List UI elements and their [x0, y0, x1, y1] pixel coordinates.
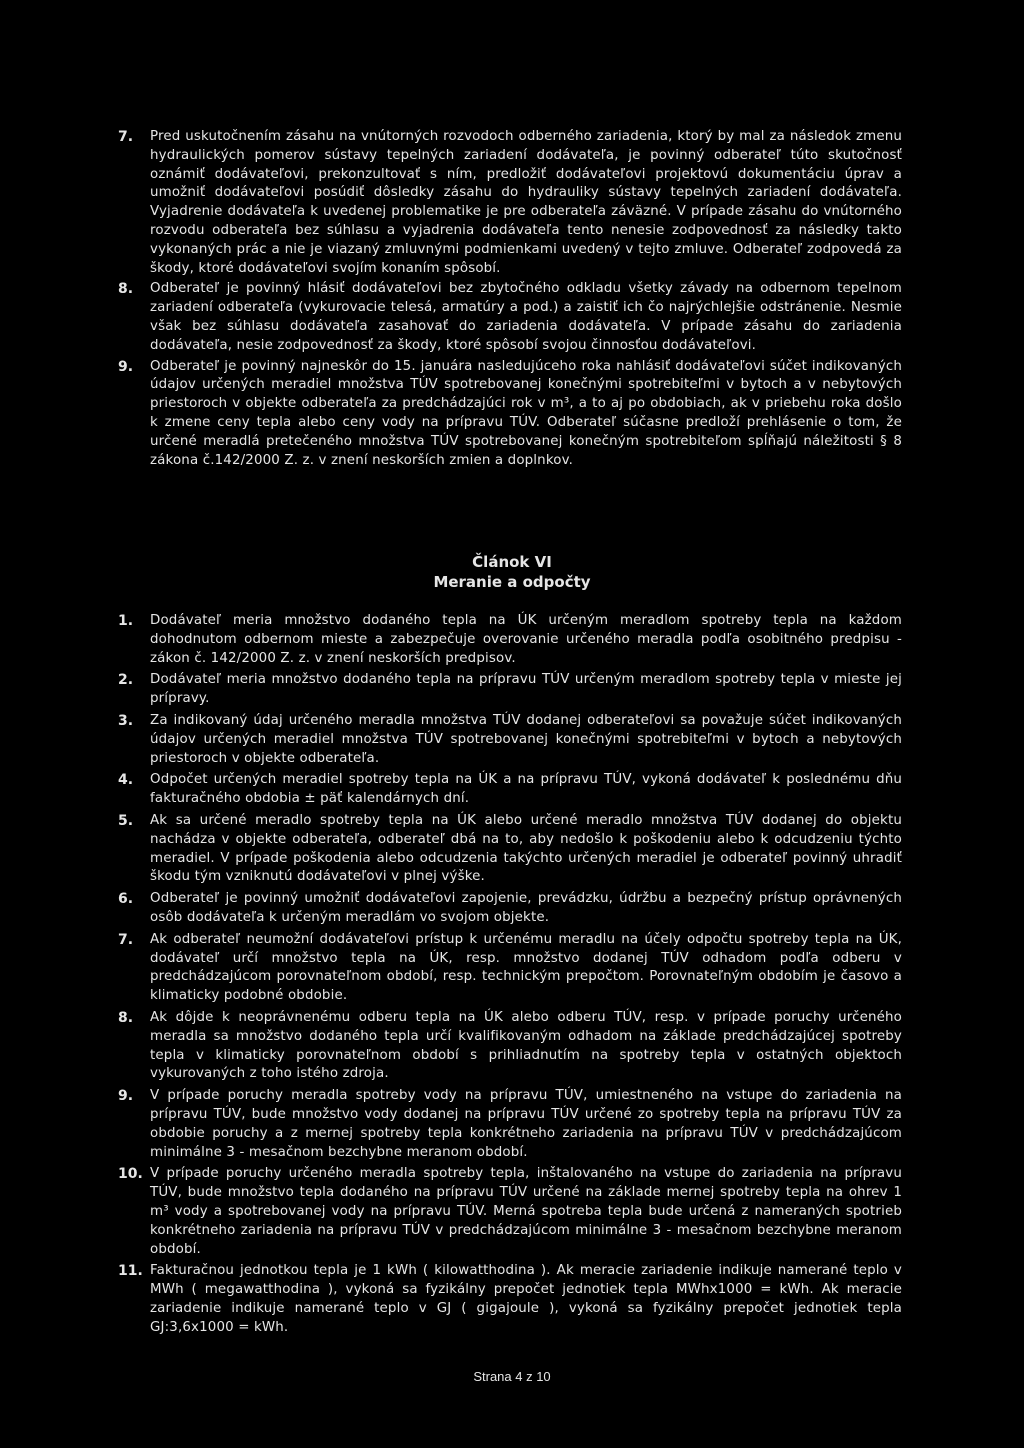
article-subtitle: Meranie a odpočty [433, 573, 591, 591]
item-text: Odberateľ je povinný hlásiť dodávateľovi bez zbytočného odkladu všetky závady na odbernom tepelnom zariadení odberateľa (vykurovacie telesá, armatúry a pod.) a zaistiť ich čo najrýchlejšie odstránenie. Nesmie však bez súhlasu dodávateľa zasahovať do zariadenia dodávateľa. V prípade zásahu do zariadenia dodávateľa, nesie zodpovednosť za škody, ktoré spôsobí svojou činnosťou dodávateľovi. [150, 281, 902, 353]
item-number: 7. [118, 931, 134, 948]
list-item [118, 890, 902, 928]
item-number: 8. [118, 1009, 134, 1026]
item-text: Dodávateľ meria množstvo dodaného tepla na ÚK určeným meradlom spotreby tepla na každom dohodnutom odbernom mieste a zabezpečuje overovanie určeného meradla podľa osobitného predpisu - zákon č. 142/2000 Z. z. v znení neskorších predpisov. [150, 613, 902, 666]
item-number: 9. [118, 1088, 134, 1105]
item-number: 6. [118, 891, 134, 908]
list-item [118, 671, 902, 709]
article-heading [0, 552, 1024, 592]
list-item [118, 280, 902, 355]
item-text: Ak dôjde k neoprávnenému odberu tepla na ÚK alebo odberu TÚV, resp. v prípade poruchy určeného meradla sa množstvo dodaného tepla určí kvalifikovaným odhadom na základe predchádzajúcej spotreby tepla v klimaticky porovnateľnom období s prihliadnutím na spotreby tepla v ostatných objektoch vykurovaných z toho istého zdroja. [150, 1009, 902, 1082]
item-number: 11. [118, 1263, 143, 1280]
list-item [118, 1087, 902, 1162]
list-item [118, 712, 902, 768]
list-item [118, 812, 902, 887]
item-text: Ak odberateľ neumožní dodávateľovi prístup k určenému meradlu na účely odpočtu spotreby tepla na ÚK, dodávateľ určí množstvo tepla na ÚK, resp. množstvo dodanej TÚV odhadom podľa odberu v predchádzajúcom porovnateľnom období, resp. technickým prepočtom. Porovnateľným obdobím je časovo a klimaticky podobné obdobie. [150, 931, 902, 1004]
item-text: V prípade poruchy meradla spotreby vody na prípravu TÚV, umiestneného na vstupe do zariadenia na prípravu TÚV, bude množstvo vody dodanej na prípravu TÚV určené zo spotreby tepla na prípravu TÚV za obdobie poruchy a z mernej spotreby tepla konkrétneho zariadenia na prípravu TÚV v predchádzajúcom minimálne 3 - mesačnom bezchybne meranom období. [150, 1088, 902, 1160]
item-number: 2. [118, 672, 134, 689]
list-item [118, 358, 902, 471]
list-item [118, 1262, 902, 1337]
list-item [118, 612, 902, 668]
item-text: Ak sa určené meradlo spotreby tepla na ÚK alebo určené meradlo množstva TÚV dodanej do objektu nachádza v objekte odberateľa, odberateľ dbá na to, aby nedošlo k poškodeniu alebo k odcudzeniu týchto meradiel. V prípade poškodenia alebo odcudzenia takýchto určených meradiel je odberateľ povinný uhradiť škodu tým vzniknutú dodávateľovi v plnej výške. [150, 812, 902, 885]
article-title: Článok VI [472, 553, 552, 571]
item-number: 8. [118, 281, 134, 298]
item-number: 9. [118, 358, 134, 375]
item-number: 7. [118, 129, 134, 145]
article-v-continuation [118, 128, 902, 472]
item-text: Dodávateľ meria množstvo dodaného tepla na prípravu TÚV určeným meradlom spotreby tepla v mieste jej prípravy. [150, 672, 902, 707]
item-number: 3. [118, 712, 134, 729]
item-text: Za indikovaný údaj určeného meradla množstva TÚV dodanej odberateľovi sa považuje súčet indikovaných údajov určených meradiel množstva TÚV spotrebovanej konečnými spotrebiteľmi v bytoch a nebytových priestoroch v objekte odberateľa. [150, 712, 902, 766]
item-number: 10. [118, 1166, 143, 1183]
list-item [118, 128, 902, 278]
list-item [118, 1165, 902, 1259]
item-number: 4. [118, 772, 134, 789]
list-item [118, 931, 902, 1006]
item-text: Odberateľ je povinný najneskôr do 15. januára nasledujúceho roka nahlásiť dodávateľovi súčet indikovaných údajov určených meradiel množstva TÚV spotrebovanej konečnými spotrebiteľmi v bytoch a v nebytových priestoroch v objekte odberateľa za predchádzajúci rok v m³, a to aj po obdobiach, ak v priebehu roka došlo k zmene ceny tepla alebo ceny vody na prípravu TÚV. Odberateľ súčasne predloží prehlásenie o tom, že určené meradlá pretečeného množstva TÚV spotrebovanej konečným spotrebiteľom spĺňajú náležitosti § 8 zákona č.142/2000 Z. z. v znení neskorších zmien a doplnkov. [150, 358, 902, 468]
list-item [118, 1009, 902, 1084]
list-item [118, 771, 902, 809]
item-text: Odberateľ je povinný umožniť dodávateľovi zapojenie, prevádzku, údržbu a bezpečný prístup oprávnených osôb dodávateľa k určeným meradlám vo svojom objekte. [150, 891, 902, 925]
item-text: Odpočet určených meradiel spotreby tepla na ÚK a na prípravu TÚV, vykoná dodávateľ k poslednému dňu fakturačného obdobia ± päť kalendárnych dní. [150, 772, 902, 807]
item-text: Pred uskutočnením zásahu na vnútorných rozvodoch odberného zariadenia, ktorý by mal za následok zmenu hydraulických pomerov sústavy tepelných zariadení dodávateľa, je povinný odberateľ túto skutočnosť oznámiť dodávateľovi, prekonzultovať s ním, predložiť dodávateľovi projektovú dokumentáciu úprav a umožniť dodávateľovi posúdiť dôsledky zásahu do hydrauliky sústavy tepelných zariadení dodávateľa. Vyjadrenie dodávateľa k uvedenej problematike je pre odberateľa záväzné. V prípade zásahu do vnútorného rozvodu odberateľa bez súhlasu a vyjadrenia dodávateľa tento nenesie zodpovednosť za následky takto vykonaných prác a nie je viazaný zmluvnými podmienkami uvedený v tejto zmluve. Odberateľ zodpovedá za škody, ktoré dodávateľovi svojím konaním spôsobí. [150, 129, 902, 276]
item-text: Fakturačnou jednotkou tepla je 1 kWh ( kilowatthodina ). Ak meracie zariadenie indikuje namerané teplo v MWh ( megawatthodina ), vykoná sa fyzikálny prepočet jednotiek tepla MWhx1000 = kWh. Ak meracie zariadenie indikuje namerané teplo v GJ ( gigajoule ), vykoná sa fyzikálny prepočet jednotiek tepla GJ:3,6x1000 = kWh. [150, 1263, 902, 1335]
item-number: 5. [118, 812, 134, 829]
page-number: Strana 4 z 10 [473, 1369, 551, 1384]
item-number: 1. [118, 613, 134, 629]
article-vi-list [118, 612, 902, 1340]
item-text: V prípade poruchy určeného meradla spotreby tepla, inštalovaného na vstupe do zariadenia na prípravu TÚV, bude množstvo tepla dodaného na prípravu TÚV určené na základe mernej spotreby tepla na ohrev 1 m³ vody a spotrebovanej vody na prípravu TÚV. Merná spotreba tepla bude určená z nameraných spotrieb konkrétneho zariadenia na prípravu TÚV v predchádzajúcom minimálne 3 - mesačnom bezchybne meranom období. [150, 1166, 902, 1257]
